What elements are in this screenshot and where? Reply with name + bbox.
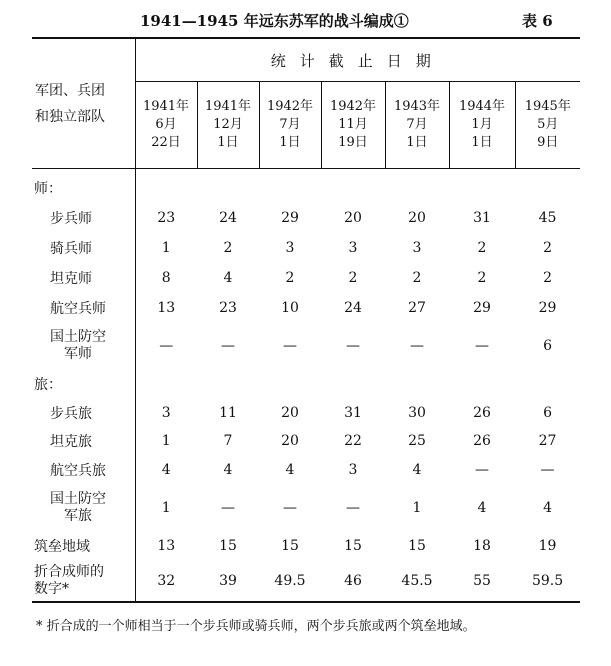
date-day: 22日	[151, 135, 181, 150]
table-cell: 3	[285, 240, 295, 256]
group-row-divisions	[32, 169, 580, 204]
table-cell: 31	[473, 210, 491, 226]
table-row	[32, 427, 580, 455]
table-cell: 18	[473, 538, 491, 554]
table-cell: 45	[538, 210, 557, 226]
footnote: * 折合成的一个师相当于一个步兵师或骑兵师，两个步兵旅或两个筑垒地域。	[36, 619, 476, 634]
date-month: 7月	[279, 117, 301, 132]
table-title: 1941—1945 年远东苏军的战斗编成①	[140, 12, 409, 30]
date-year: 1945年	[524, 99, 571, 114]
table-cell: 1	[412, 500, 422, 516]
row-label: 坦克师	[32, 263, 135, 293]
table-cell: —	[540, 462, 555, 478]
table-cell: 6	[543, 338, 552, 354]
row-label-line2: 军师	[64, 346, 92, 362]
date-header	[385, 82, 449, 169]
table-cell: 26	[473, 433, 491, 449]
table-cell: 29	[473, 300, 491, 316]
table-cell: 2	[477, 270, 487, 286]
table-cell: 3	[348, 240, 358, 256]
date-header	[515, 82, 580, 169]
row-label: 步兵师	[32, 203, 135, 233]
table-cell: 29	[281, 210, 299, 226]
table-cell: —	[159, 338, 174, 354]
row-label-line1: 国土防空	[50, 491, 106, 507]
table-row	[32, 399, 580, 427]
table-cell: —	[346, 500, 360, 516]
table-cell: 2	[543, 270, 552, 286]
date-year: 1941年	[204, 99, 252, 114]
table-cell: —	[410, 338, 424, 354]
date-header	[197, 82, 259, 169]
table-row	[32, 233, 580, 263]
table-number: 表 6	[522, 12, 553, 30]
table-cell: 15	[281, 538, 299, 554]
table-cell: 32	[157, 573, 176, 589]
table-cell: 24	[219, 210, 237, 226]
table-cell: 3	[161, 405, 171, 421]
date-span-header: 统计截止日期	[135, 38, 580, 82]
table-cell: —	[283, 500, 297, 516]
table-cell: 24	[344, 300, 362, 316]
table-cell: 10	[281, 300, 299, 316]
table-cell: —	[475, 338, 489, 354]
table-cell: 29	[538, 300, 557, 316]
date-month: 11月	[338, 117, 368, 132]
date-month: 1月	[471, 117, 493, 132]
table-cell: 20	[281, 433, 299, 449]
date-header	[259, 82, 321, 169]
row-label: 步兵旅	[32, 399, 135, 427]
table-row	[32, 263, 580, 293]
table-cell: 2	[412, 270, 422, 286]
row-label: 航空兵师	[32, 293, 135, 323]
table-cell: 46	[344, 573, 362, 589]
row-label-line2: 军旅	[64, 508, 92, 524]
date-header	[449, 82, 515, 169]
row-label: 航空兵旅	[32, 455, 135, 485]
row-label	[32, 323, 135, 369]
table-cell: 22	[344, 433, 362, 449]
table-cell: 4	[543, 500, 552, 516]
table-cell: 4	[477, 500, 487, 516]
date-day: 9日	[537, 135, 559, 150]
table-cell: 39	[219, 573, 237, 589]
date-year: 1941年	[142, 99, 190, 114]
row-label-line2: 数字*	[34, 581, 69, 597]
table-cell: 30	[408, 405, 426, 421]
table-cell: 27	[408, 300, 426, 316]
table-cell: —	[221, 500, 235, 516]
table-cell: 15	[344, 538, 362, 554]
table-title-bar	[0, 6, 611, 30]
date-year: 1944年	[458, 99, 506, 114]
table-cell: 26	[473, 405, 491, 421]
table-cell: 2	[477, 240, 487, 256]
table-cell: 15	[408, 538, 426, 554]
table-cell: 6	[543, 405, 552, 421]
table-cell: 1	[161, 433, 171, 449]
date-day: 1日	[471, 135, 493, 150]
date-header	[135, 82, 197, 169]
table-cell: 8	[161, 270, 171, 286]
table-cell: 7	[223, 433, 233, 449]
table-cell: 20	[344, 210, 362, 226]
date-year: 1943年	[393, 99, 441, 114]
table-cell: 3	[348, 462, 358, 478]
date-day: 1日	[279, 135, 301, 150]
table-cell: —	[221, 338, 235, 354]
table-cell: 15	[219, 538, 237, 554]
group-label: 旅：	[32, 369, 135, 399]
date-month: 7月	[406, 117, 428, 132]
table-cell: 13	[157, 538, 176, 554]
table-cell: 25	[408, 433, 426, 449]
table-row	[32, 293, 580, 323]
table-cell: 23	[157, 210, 176, 226]
date-year: 1942年	[329, 99, 377, 114]
table-cell: 4	[223, 270, 233, 286]
table-cell: —	[475, 462, 489, 478]
table-cell: 4	[161, 462, 171, 478]
table-cell: 59.5	[531, 573, 564, 589]
date-month: 6月	[155, 117, 177, 132]
table-row	[32, 561, 580, 602]
table-cell: 4	[412, 462, 422, 478]
table-cell: 2	[543, 240, 552, 256]
table-row	[32, 323, 580, 369]
table-cell: 23	[219, 300, 237, 316]
date-year: 1942年	[266, 99, 314, 114]
table-cell: 20	[408, 210, 426, 226]
table-cell: 55	[473, 573, 491, 589]
table-row	[32, 531, 580, 561]
table-cell: 1	[161, 500, 171, 516]
table-cell: 49.5	[274, 573, 306, 589]
category-header-line1: 军团、兵团	[35, 82, 105, 99]
group-row-brigades	[32, 369, 580, 399]
row-label-line1: 国土防空	[50, 329, 106, 345]
table-cell: 31	[344, 405, 362, 421]
table-cell: 2	[348, 270, 358, 286]
table-cell: 20	[281, 405, 299, 421]
row-label: 筑垒地域	[32, 531, 135, 561]
table-row	[32, 485, 580, 531]
date-day: 1日	[406, 135, 428, 150]
table-cell: —	[346, 338, 360, 354]
row-label-line1: 折合成师的	[34, 564, 104, 580]
date-day: 19日	[338, 135, 368, 150]
table-cell: 3	[412, 240, 422, 256]
table-cell: —	[283, 338, 297, 354]
group-label: 师：	[32, 169, 135, 204]
row-label: 坦克旅	[32, 427, 135, 455]
table-cell: 4	[223, 462, 233, 478]
table-cell: 2	[223, 240, 233, 256]
row-label: 骑兵师	[32, 233, 135, 263]
row-label	[32, 561, 135, 602]
category-header-line2: 和独立部队	[35, 108, 105, 125]
table-cell: 1	[161, 240, 171, 256]
date-month: 12月	[213, 117, 243, 132]
table-cell: 11	[219, 405, 237, 421]
table-row	[32, 455, 580, 485]
date-day: 1日	[217, 135, 239, 150]
combat-composition-table	[32, 37, 580, 603]
table-row	[32, 203, 580, 233]
date-month: 5月	[537, 117, 559, 132]
table-cell: 13	[157, 300, 176, 316]
table-cell: 19	[538, 538, 557, 554]
table-cell: 2	[285, 270, 295, 286]
date-header	[321, 82, 385, 169]
row-label	[32, 485, 135, 531]
table-cell: 4	[285, 462, 295, 478]
table-cell: 45.5	[401, 573, 433, 589]
category-header	[32, 38, 135, 169]
table-cell: 27	[538, 433, 557, 449]
